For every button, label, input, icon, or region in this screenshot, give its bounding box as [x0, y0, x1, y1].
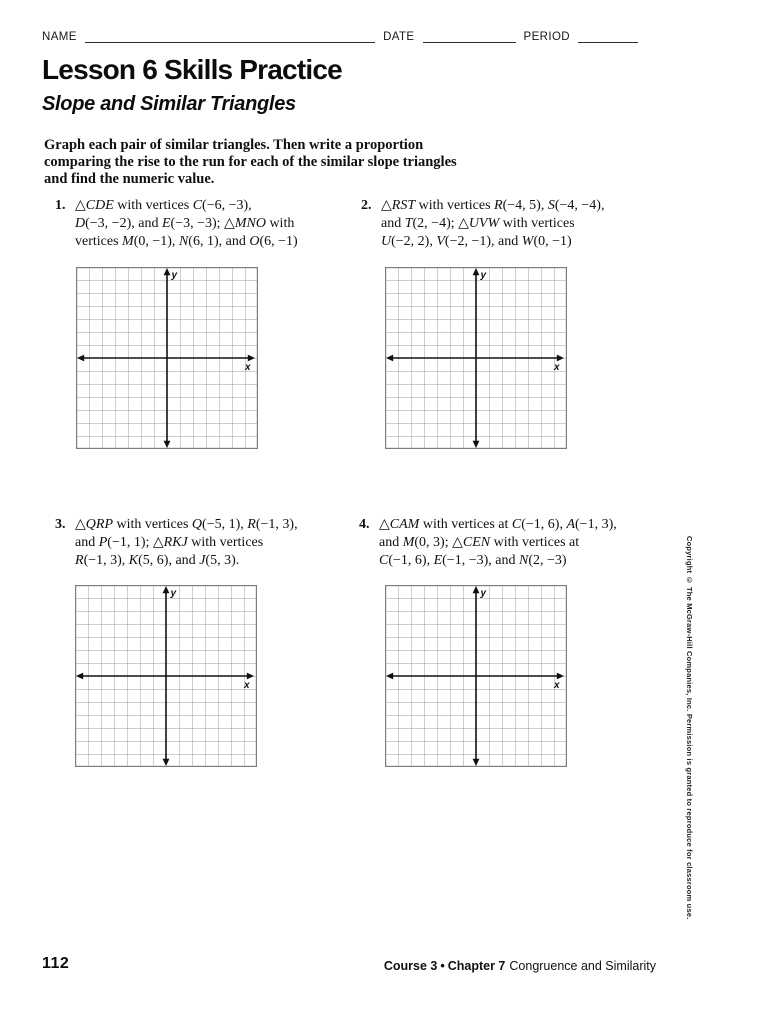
- course-label: Course 3: [383, 959, 438, 973]
- instructions-line-1: Graph each pair of similar triangles. Then write a proportion: [44, 137, 424, 153]
- problem-text-line: △CAM with vertices at C(−1, 6), A(−1, 3),: [379, 517, 617, 532]
- coordinate-grid-svg: [385, 585, 567, 767]
- problem-text-line: R(−1, 3), K(5, 6), and J(5, 3).: [75, 553, 240, 568]
- problem-text-line: and T(2, −4); △UVW with vertices: [381, 216, 575, 231]
- problem-number: 3.: [55, 517, 66, 532]
- problem-4: [359, 516, 617, 570]
- copyright-sidebar-text: Copyright © The McGraw-Hill Companies, Inc. Permission is granted to reproduce for classroom use.: [685, 536, 694, 920]
- coordinate-grid-4: [385, 585, 567, 767]
- problem-text-line: △QRP with vertices Q(−5, 1), R(−1, 3),: [75, 517, 298, 532]
- problem-number: 1.: [55, 198, 66, 213]
- problem-text: [381, 197, 604, 251]
- problem-number: 2.: [361, 198, 372, 213]
- chapter-label: Chapter 7: [447, 959, 506, 973]
- period-blank-line: [578, 39, 638, 43]
- name-label: NAME: [42, 31, 77, 43]
- problem-text: [379, 516, 617, 570]
- period-label: PERIOD: [523, 31, 570, 43]
- coordinate-grid-svg: [385, 267, 567, 449]
- instructions: [44, 137, 457, 188]
- page-title: Lesson 6 Skills Practice: [42, 54, 342, 85]
- name-blank-line: [85, 39, 375, 43]
- x-axis-label: x: [554, 362, 560, 373]
- problem-2: [361, 197, 604, 251]
- page-number: 112: [42, 955, 70, 972]
- instructions-line-3: and find the numeric value.: [44, 171, 215, 187]
- date-blank-line: [423, 39, 516, 43]
- problem-text-line: △CDE with vertices C(−6, −3),: [75, 198, 252, 213]
- date-label: DATE: [383, 31, 415, 43]
- problem-text-line: C(−1, 6), E(−1, −3), and N(2, −3): [379, 553, 567, 568]
- coordinate-grid-2: [385, 267, 567, 449]
- x-axis-label: x: [554, 680, 560, 691]
- coordinate-grid-svg: [76, 267, 258, 449]
- problem-text-line: U(−2, 2), V(−2, −1), and W(0, −1): [381, 234, 572, 249]
- problem-text: [75, 516, 298, 570]
- footer-course-line: [384, 959, 656, 973]
- y-axis-label: y: [171, 270, 178, 281]
- y-axis-label: y: [170, 588, 177, 599]
- page-subtitle: Slope and Similar Triangles: [42, 93, 296, 115]
- coordinate-grid-3: [75, 585, 257, 767]
- problem-3: [55, 516, 298, 570]
- problem-text: [75, 197, 298, 251]
- x-axis-label: x: [245, 362, 251, 373]
- problem-text-line: and P(−1, 1); △RKJ with vertices: [75, 535, 264, 550]
- bullet-separator: •: [440, 959, 445, 973]
- problem-text-line: vertices M(0, −1), N(6, 1), and O(6, −1): [75, 234, 298, 249]
- coordinate-grid-svg: [75, 585, 257, 767]
- chapter-title: Congruence and Similarity: [509, 959, 656, 973]
- problem-1: [55, 197, 298, 251]
- name-date-period-row: [42, 31, 638, 43]
- instructions-line-2: comparing the rise to the run for each of the similar slope triangles: [44, 154, 457, 170]
- coordinate-grid-1: [76, 267, 258, 449]
- problem-text-line: △RST with vertices R(−4, 5), S(−4, −4),: [381, 198, 605, 213]
- problem-text-line: and M(0, 3); △CEN with vertices at: [379, 535, 580, 550]
- y-axis-label: y: [480, 588, 487, 599]
- problem-text-line: D(−3, −2), and E(−3, −3); △MNO with: [75, 216, 295, 231]
- x-axis-label: x: [244, 680, 250, 691]
- y-axis-label: y: [480, 270, 487, 281]
- problem-number: 4.: [359, 517, 370, 532]
